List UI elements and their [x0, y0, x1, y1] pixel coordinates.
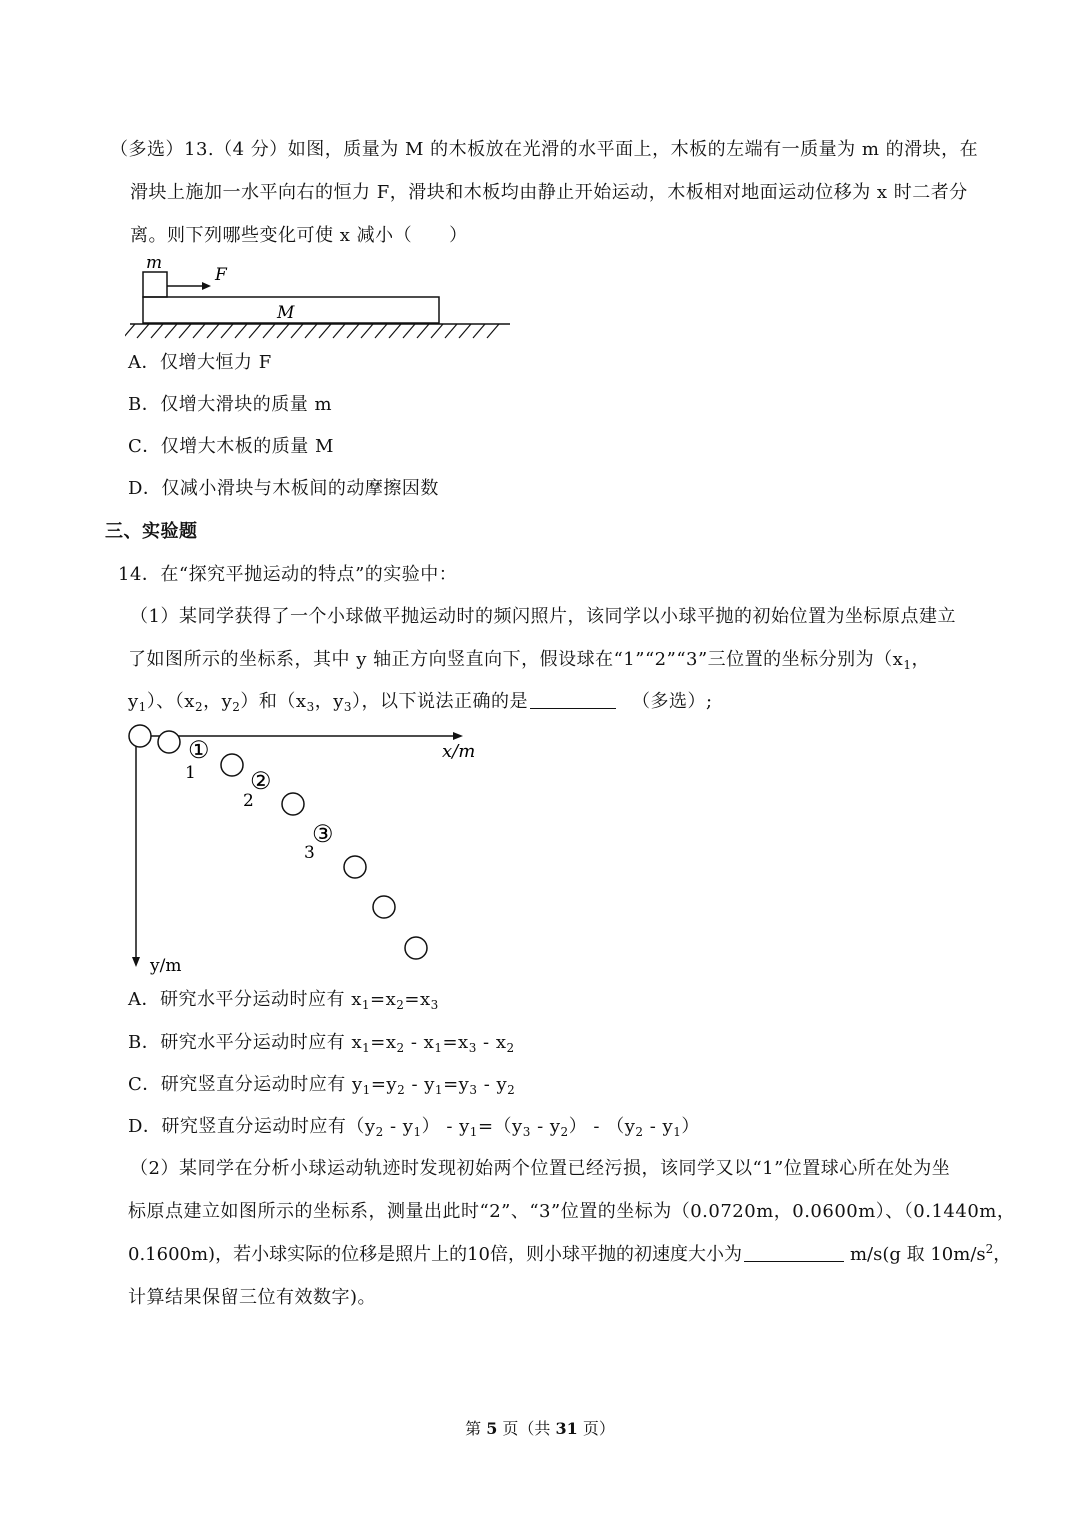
hatch-mark: [459, 324, 471, 338]
page-footer: 第 5 页（共 31 页）: [465, 1419, 615, 1438]
hatch-mark: [361, 324, 373, 338]
hatch-mark: [125, 324, 135, 338]
point-label-3: 3: [304, 843, 315, 863]
ball-position: [405, 937, 427, 959]
ball-position: [221, 754, 243, 776]
circled-label-1: ①: [188, 736, 210, 764]
hatch-mark: [431, 324, 443, 338]
hatch-mark: [473, 324, 485, 338]
hatch-mark: [235, 324, 247, 338]
force-arrowhead: [202, 282, 211, 290]
block-label: m: [146, 253, 163, 273]
hatch-mark: [305, 324, 317, 338]
q14-p2-line-1: （2）某同学在分析小球运动轨迹时发现初始两个位置已经污损，该同学又以“1”位置球心所在处为坐: [130, 1158, 951, 1179]
hatch-mark: [375, 324, 387, 338]
hatch-mark: [221, 324, 233, 338]
q14-option-c: C．研究竖直分运动时应有 $y_1=y_2 - y_1=y_3 - y_2$: [128, 1074, 516, 1097]
ball-position: [373, 896, 395, 918]
hatch-mark: [249, 324, 261, 338]
q14-option-a: A．研究水平分运动时应有 $x_1=x_2=x_3$: [128, 989, 439, 1012]
circled-label-3: ③: [312, 820, 334, 848]
q14-option-d: D．研究竖直分运动时应有$(y_2 - y_1) - y_1=(y_3 - y_2) - (y_2 - y_1)$: [128, 1116, 700, 1139]
q13-line-2: 滑块上施加一水平向右的恒力 F，滑块和木板均由静止开始运动，木板相对地面运动位移为 x 时二者分: [130, 182, 968, 203]
hatch-mark: [137, 324, 149, 338]
hatch-mark: [207, 324, 219, 338]
q14-p1-line-3: $y_1$）、（$x_2$，$y_2$）和（$x_3$，$y_3$），以下说法正确的是 （多选）;: [128, 691, 713, 714]
q13-option-a: A．仅增大恒力 F: [128, 352, 272, 373]
hatch-mark: [389, 324, 401, 338]
ball-position: [158, 731, 180, 753]
section-heading: 三、实验题: [105, 521, 198, 542]
q14-p2-line-3: 0.1600m)，若小球实际的位移是照片上的10倍，则小球平抛的初速度大小为 m/s(g 取 $10m/s^2$，: [128, 1242, 1012, 1265]
hatch-mark: [445, 324, 457, 338]
q13-line-3: 离。则下列哪些变化可使 x 减小（ ）: [130, 225, 468, 246]
x-axis-label: x/m: [442, 741, 476, 762]
hatch-mark: [291, 324, 303, 338]
hatch-mark: [151, 324, 163, 338]
board-label: M: [277, 303, 295, 323]
q14-option-b: B．研究水平分运动时应有 $x_1=x_2 - x_1=x_3 - x_2$: [128, 1032, 515, 1055]
q14-p1-line-2: 了如图所示的坐标系，其中 y 轴正方向竖直向下，假设球在“1”“2”“3”三位置的坐标分别为（$x_1$，: [128, 649, 930, 672]
answer-blank-1[interactable]: [530, 690, 616, 709]
q14-p2-line-4: 计算结果保留三位有效数字)。: [128, 1287, 377, 1308]
ground-hatching: [125, 324, 499, 338]
hatch-mark: [417, 324, 429, 338]
q13-option-c: C．仅增大木板的质量 M: [128, 436, 334, 457]
q14-p2-line-2: 标原点建立如图所示的坐标系，测量出此时“2”、“3”位置的坐标为（0.0720m，0.0600m）、（0.1440m，: [128, 1201, 1016, 1222]
hatch-mark: [193, 324, 205, 338]
page-number: 5: [486, 1419, 498, 1438]
hatch-mark: [403, 324, 415, 338]
hatch-mark: [319, 324, 331, 338]
ball-position: [282, 793, 304, 815]
point-label-1: 1: [185, 763, 196, 783]
hatch-mark: [487, 324, 499, 338]
force-label: F: [215, 265, 227, 285]
hatch-mark: [277, 324, 289, 338]
q13-board-figure: [125, 250, 520, 340]
answer-blank-2[interactable]: [744, 1243, 844, 1262]
circled-label-2: ②: [250, 767, 272, 795]
point-label-2: 2: [243, 791, 254, 811]
y-axis-label: y/m: [150, 956, 182, 976]
ball-position: [344, 856, 366, 878]
q13-line-1: （多选）13.（4 分）如图，质量为 M 的木板放在光滑的水平面上，木板的左端有一质量为 m 的滑块，在: [110, 139, 979, 160]
hatch-mark: [347, 324, 359, 338]
hatch-mark: [263, 324, 275, 338]
total-pages: 31: [555, 1419, 578, 1438]
projectile-figure: [120, 718, 500, 980]
x-axis-arrowhead: [453, 732, 463, 740]
hatch-mark: [179, 324, 191, 338]
q14-stem: 14．在“探究平抛运动的特点”的实验中：: [118, 564, 458, 585]
q14-p1-line-1: （1）某同学获得了一个小球做平抛运动时的频闪照片，该同学以小球平抛的初始位置为坐标原点建立: [130, 606, 956, 627]
ball-position: [129, 725, 151, 747]
hatch-mark: [333, 324, 345, 338]
q13-option-d: D．仅减小滑块与木板间的动摩擦因数: [128, 478, 439, 499]
hatch-mark: [165, 324, 177, 338]
sliding-block: [143, 272, 167, 297]
y-axis-arrowhead: [132, 957, 140, 967]
q13-option-b: B．仅增大滑块的质量 m: [128, 394, 333, 415]
